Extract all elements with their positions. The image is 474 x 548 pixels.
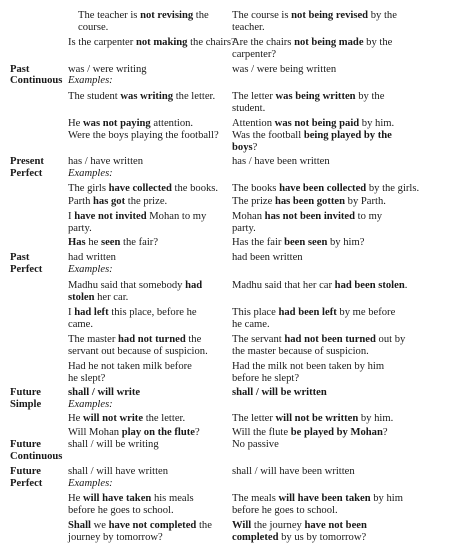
passive-text: shall / will have been written — [232, 466, 355, 477]
active-text: The teacher is not revising the — [78, 10, 209, 21]
active-text: journey by tomorrow? — [68, 532, 163, 543]
passive-text: party. — [232, 223, 256, 234]
passive-text: The servant had not been turned out by — [232, 334, 406, 345]
active-text: I had left this place, before he — [68, 307, 197, 318]
examples-label: Examples: — [68, 75, 113, 86]
passive-text: completed by us by tomorrow? — [232, 532, 367, 543]
tense-label: Perfect — [10, 168, 43, 179]
passive-text: boys? — [232, 142, 258, 153]
passive-text: had been written — [232, 252, 303, 263]
passive-text: Will the journey have not been — [232, 520, 367, 531]
active-text: Shall we have not completed the — [68, 520, 212, 531]
active-text: I have not invited Mohan to my — [68, 211, 207, 222]
active-text: Were the boys playing the football? — [68, 130, 219, 141]
active-text: shall / will have written — [68, 466, 169, 477]
tense-label: Future — [10, 466, 41, 477]
active-text: Parth has got the prize. — [68, 196, 168, 207]
active-text: He will have taken his meals — [68, 493, 194, 504]
active-text: Had he not taken milk before — [68, 361, 192, 372]
passive-text: The letter was being written by the — [232, 91, 385, 102]
passive-text: This place had been left by me before — [232, 307, 396, 318]
tense-label: Perfect — [10, 264, 43, 275]
examples-label: Examples: — [68, 168, 113, 179]
tense-label: Present — [10, 156, 44, 167]
active-text: shall / will write — [68, 387, 141, 398]
passive-text: The books have been collected by the girls. — [232, 183, 420, 194]
passive-text: shall / will be written — [232, 387, 327, 398]
active-text: He was not paying attention. — [68, 118, 194, 129]
passive-text: has / have been written — [232, 156, 330, 167]
passive-text: the master because of suspicion. — [232, 346, 369, 357]
tense-label: Simple — [10, 399, 42, 410]
active-text: he slept? — [68, 373, 106, 384]
passive-text: student. — [232, 103, 266, 114]
active-text: party. — [68, 223, 92, 234]
examples-label: Examples: — [68, 264, 113, 275]
tense-label: Past — [10, 252, 30, 263]
active-text: Will Mohan play on the flute? — [68, 427, 200, 438]
passive-text: The course is not being revised by the — [232, 10, 397, 21]
active-text: before he goes to school. — [68, 505, 174, 516]
active-text: servant out because of suspicion. — [68, 346, 208, 357]
passive-text: The meals will have been taken by him — [232, 493, 403, 504]
passive-text: Are the chairs not being made by the — [232, 37, 393, 48]
passive-text: Was the football being played by the — [232, 130, 392, 141]
passive-text: carpenter? — [232, 49, 277, 60]
examples-label: Examples: — [68, 478, 113, 489]
passive-text: Had the milk not been taken by him — [232, 361, 385, 372]
passive-text: No passive — [232, 439, 279, 450]
tense-label: Future — [10, 387, 41, 398]
active-text: He will not write the letter. — [68, 413, 186, 424]
active-text: was / were writing — [68, 64, 147, 75]
active-text: The girls have collected the books. — [68, 183, 219, 194]
active-text: had written — [68, 252, 116, 263]
tense-label: Perfect — [10, 478, 43, 489]
passive-text: before he goes to school. — [232, 505, 338, 516]
active-text: Has he seen the fair? — [68, 237, 159, 248]
tense-label: Future — [10, 439, 41, 450]
passive-text: he came. — [232, 319, 270, 330]
active-text: Is the carpenter not making the chairs? — [68, 37, 236, 48]
active-text: The student was writing the letter. — [68, 91, 216, 102]
active-text: shall / will be writing — [68, 439, 159, 450]
active-text: has / have written — [68, 156, 144, 167]
tense-label: Continuous — [10, 75, 63, 86]
passive-text: before he slept? — [232, 373, 300, 384]
passive-text: The letter will not be written by him. — [232, 413, 394, 424]
active-text: stolen her car. — [68, 292, 129, 303]
active-text: The master had not turned the — [68, 334, 202, 345]
passive-text: Will the flute be played by Mohan? — [232, 427, 388, 438]
tense-label: Continuous — [10, 451, 63, 462]
passive-text: Madhu said that her car had been stolen. — [232, 280, 408, 291]
examples-label: Examples: — [68, 399, 113, 410]
passive-text: Has the fair been seen by him? — [232, 237, 365, 248]
active-text: Madhu said that somebody had — [68, 280, 203, 291]
passive-text: was / were being written — [232, 64, 337, 75]
passive-text: Mohan has not been invited to my — [232, 211, 383, 222]
passive-text: The prize has been gotten by Parth. — [232, 196, 386, 207]
passive-text: Attention was not being paid by him. — [232, 118, 395, 129]
tense-label: Past — [10, 64, 30, 75]
active-text: came. — [68, 319, 93, 330]
passive-text: teacher. — [232, 22, 265, 33]
active-text: course. — [78, 22, 109, 33]
